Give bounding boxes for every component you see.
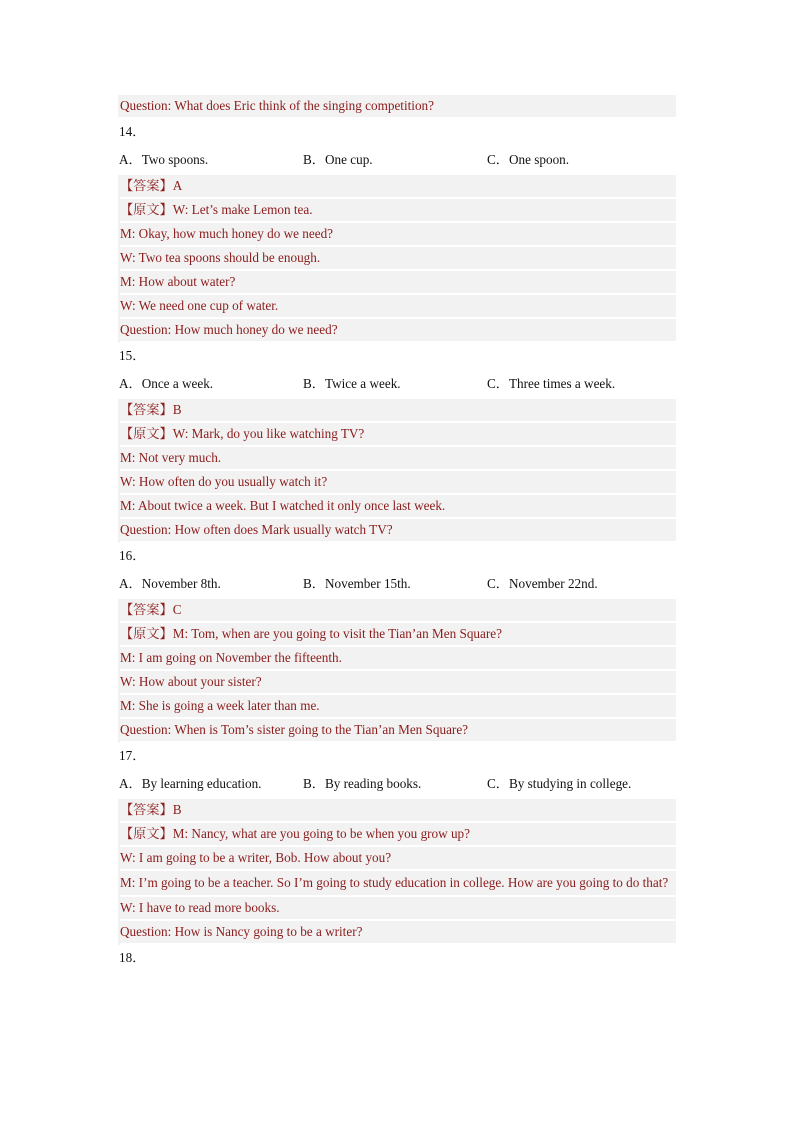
question-block xyxy=(118,743,676,945)
options-row xyxy=(118,569,676,599)
options-row xyxy=(118,769,676,799)
question-line: Question: What does Eric think of the singing competition? xyxy=(118,95,676,119)
transcript-line: W: I have to read more books. xyxy=(120,897,676,921)
transcript-line: M: About twice a week. But I watched it only once last week. xyxy=(120,495,676,519)
transcript-question: Question: When is Tom’s sister going to the Tian’an Men Square? xyxy=(120,719,676,743)
answer-panel xyxy=(118,399,676,543)
transcript-line: 【原文】W: Let’s make Lemon tea. xyxy=(120,199,676,223)
answer-line: 【答案】A xyxy=(120,175,676,199)
question-number: 17． xyxy=(119,748,146,763)
option-b: B．November 15th. xyxy=(303,576,411,591)
transcript-line: 【原文】M: Nancy, what are you going to be when you grow up? xyxy=(120,823,676,847)
transcript-line: M: She is going a week later than me. xyxy=(120,695,676,719)
question-block xyxy=(118,543,676,743)
transcript-line: 【原文】M: Tom, when are you going to visit the Tian’an Men Square? xyxy=(120,623,676,647)
option-c: C．By studying in college. xyxy=(487,776,632,791)
transcript-line: W: How about your sister? xyxy=(120,671,676,695)
transcript-line: M: How about water? xyxy=(120,271,676,295)
transcript-question: Question: How is Nancy going to be a writer? xyxy=(120,921,676,945)
transcript-line: M: I am going on November the fifteenth. xyxy=(120,647,676,671)
transcript-line: W: We need one cup of water. xyxy=(120,295,676,319)
options-row xyxy=(118,145,676,175)
transcript-line: W: How often do you usually watch it? xyxy=(120,471,676,495)
answer-panel xyxy=(118,175,676,343)
option-c: C．November 22nd. xyxy=(487,576,598,591)
document-body xyxy=(118,95,676,971)
options-row xyxy=(118,369,676,399)
transcript-line: 【原文】W: Mark, do you like watching TV? xyxy=(120,423,676,447)
answer-panel xyxy=(118,799,676,945)
question-block xyxy=(118,343,676,543)
option-a: A．Two spoons. xyxy=(119,152,209,167)
option-b: B．By reading books. xyxy=(303,776,422,791)
transcript-line: W: Two tea spoons should be enough. xyxy=(120,247,676,271)
option-c: C．Three times a week. xyxy=(487,376,616,391)
answer-line: 【答案】C xyxy=(120,599,676,623)
option-a: A．November 8th. xyxy=(119,576,221,591)
transcript-question: Question: How much honey do we need? xyxy=(120,319,676,343)
transcript-line: M: Okay, how much honey do we need? xyxy=(120,223,676,247)
option-b: B．One cup. xyxy=(303,152,373,167)
option-b: B．Twice a week. xyxy=(303,376,401,391)
option-a: A．Once a week. xyxy=(119,376,214,391)
question-number: 15． xyxy=(119,348,146,363)
question-number: 16． xyxy=(119,548,146,563)
transcript-line: M: I’m going to be a teacher. So I’m going to study education in college. How are you going to do that? xyxy=(120,871,676,897)
option-c: C．One spoon. xyxy=(487,152,570,167)
transcript-question: Question: How often does Mark usually watch TV? xyxy=(120,519,676,543)
transcript-line: M: Not very much. xyxy=(120,447,676,471)
option-a: A．By learning education. xyxy=(119,776,262,791)
question-number: 18． xyxy=(119,950,146,965)
answer-line: 【答案】B xyxy=(120,799,676,823)
answer-panel xyxy=(118,599,676,743)
question-block xyxy=(118,119,676,343)
question-number: 14． xyxy=(119,124,146,139)
transcript-line: W: I am going to be a writer, Bob. How about you? xyxy=(120,847,676,871)
answer-line: 【答案】B xyxy=(120,399,676,423)
